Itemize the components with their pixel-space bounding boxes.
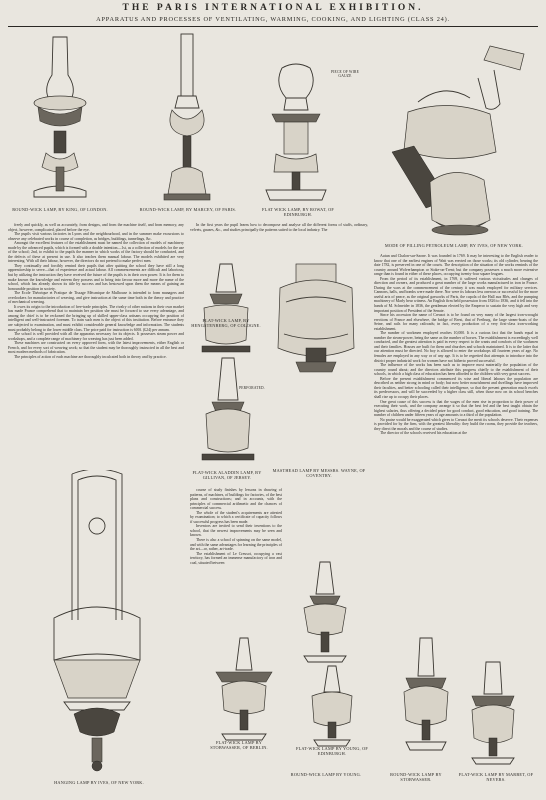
paragraph: Autun and Chalon-sur-Saone. It was founded in 1769. It may be interesting to the English reader to know that one of the earliest engines of Watt was erected on those works; its old cylinder, bearing the date 1782, is preserved in one of the courts. The description of the situation of the works reminds of the country around Wolverhampton or Stoke-on-Trent; but the company possesses a much more extensive range than is found in either of these places, occupying twenty-four square leagues. — [374, 254, 538, 277]
perforated-label: PERFORATED. — [239, 386, 265, 390]
paragraph: The establishment of Le Creusot, occupying a vast territory, has formed an immense manufactory of iron and coal, situated between — [190, 551, 282, 565]
paragraph: It owes its origin to the introduction of free-trade principles. The rivalry of other nations in their own market has made France comprehend that to maintain her position she must be forward to use every advantage, and among the chief is to be reckoned the bringing up of skilled upper-class artisans occupying the position of intelligent and well-instructed foremen. To train such men is the object of this institution. Before entrance they are subjected to examination, and must exhibit considerable general knowledge and information. The students must probably belong to the lower middle class. The price paid for instruction is 600f. (£24) per annum. — [8, 304, 184, 332]
paragraph: Inventors are invited to send their inventions to the school, that the newest improvements may be seen and known. — [190, 524, 282, 538]
paragraph: The influence of the works has been such as to improve most materially the population of the country round about; and the directors attribute this progress chiefly to the establishment of their schools, in which a high class of education has been afforded to the children with very great success. — [374, 363, 538, 377]
caption-young-roundwick: ROUND-WICK LAMP BY YOUNG. — [290, 772, 362, 777]
paragraph: Before the present establishment commenced its wise and liberal labours the population are described as neither strong in mind or body; but now better nourishment and dwellings have improved their faculties, and better schooling called their intelligence, so that the present generation much excels its predecessors, and will be succeeded by a higher class still, when those now on its school benches shall rise up to occupy their places. — [374, 376, 538, 399]
paragraph: Since his accession the name of Creusot is to be found on very many of the largest iron-wrought erections of France and elsewhere, the bridge of Brest, that of Freiburg, the large steam-boats of the Seine, and rails for many railroads; in fact, every production of a very first-class iron-working establishment. — [374, 313, 538, 331]
paragraph: The principles of action of each machine are thoroughly inculcated both in theory and by practice. — [14, 354, 167, 359]
marbet-lamp-illustration — [458, 660, 528, 768]
paragraph: The school is well provided with all the apparatus necessary for its objects. It possesses steam power and workshops, and a complete range of machinery for weaving has just been added. — [8, 332, 184, 341]
stobwasser-roundwick-lamp-illustration — [392, 636, 460, 754]
paragraph: From the period of its establishment, in 1769, it suffered various vicissitudes and changes of direction and owners, and produced a great number of the large works manufactured in iron in France. During the wars at the commencement of the century it was much employed for military services. Cannons, balls, and bombs were made there. Nor were its labours less onerous or successful for the more useful arts of peace, as the original gasworks of Paris, the cupola of the Hall aux Blés, and the pumping machinery of Marly bear witness. An English firm held possession from 1826 to 1836, and it fell into the hands of M. Schneider in 1836, the gentleman elected by the Emperor to sustain the very high and very important position of President of the Senate. — [374, 276, 538, 313]
caption-stobwasser-berlin: FLAT-WICK LAMP BY STOBWASSER, OF BERLIN. — [210, 740, 268, 751]
paragraph: No praise would be exaggerated which gives to Creusot the merit its schools deserve. Their expenses is provided for by the firm, with the greatest liberality: they build the rooms, they provide the teachers, they direct the morals and the course of studies. — [374, 417, 538, 431]
aladdin-lamp-illustration — [196, 356, 260, 466]
wire-gauze-label: PIECE OF WIRE GAUZE — [330, 70, 360, 79]
stobwasser-flat-lamp-illustration — [290, 560, 360, 664]
column-3-text — [374, 254, 538, 631]
section-subtitle: APPARATUS AND PROCESSES OF VENTILATING, WARMING, COOKING, AND LIGHTING (CLASS 24). — [96, 16, 450, 23]
paragraph: The Ecole Théorique et Pratique de Tissage Mécanique de Mulhouse is intended to form managers and overlookers for manufactories of weaving, and give instruction at the same time both in the theory and practice of mechanical weaving. — [8, 291, 184, 305]
masthead-title: THE PARIS INTERNATIONAL EXHIBITION. — [122, 3, 424, 13]
stobwasser-berlin-lamp-illustration — [204, 636, 284, 742]
paragraph: There is also a school of spinning on the same model, and with the same advantages for learning the principles of the art—or, rather, art-trade. — [190, 538, 282, 552]
paragraph: They continually and forcibly remind their pupils that after quitting the school they have still a long apprenticeship to serve—that of experience and actual labour. All commencements are difficult and laborious; but by utilizing the instruction they have received the future of the pupils is in their own power. It is for them to make known the knowledge and esteem they possess and to bring into favour more and more the name of the school, which has already shown its title by success and has bestowed upon them the means of gaining an honourable position in society. — [8, 263, 184, 291]
paragraph: These machines are constructed on every approved form, with the latest improvements, either English or French, and for every sort of weaving work; so that the student may be thoroughly instructed in all the best and most modern methods of fabrication. — [8, 341, 184, 355]
paragraph: Amongst the excellent features of the establishment must be named the collection of models of machinery made by the advanced pupils, which is formed with a double intention—1st, as a collection of models for the use of the school; 2nd, to exhibit to the pupils the manner in which works of the factory should be conducted, and the defects of these at present in use. It also teaches them manual labour. The models exhibited are very interesting. With all their labour, however, the directors do not pretend to make perfect men. — [8, 241, 184, 264]
king-lamp-illustration — [20, 35, 100, 205]
caption-marcey: ROUND-WICK LAMP, BY MARCEY, OF PARIS. — [139, 207, 237, 212]
rowat-lamp-illustration — [262, 62, 330, 210]
column-1-text — [8, 223, 184, 457]
column-2-top-text — [190, 223, 368, 249]
hengstenberg-lamp-illustration — [196, 262, 256, 358]
marcey-lamp-illustration — [150, 32, 224, 208]
caption-aladdin: FLAT-WICK ALADDIN LAMP, BY GILLIVAN, OF JERSEY. — [192, 470, 262, 481]
header-rule — [8, 26, 538, 27]
caption-hengstenberg: FLAT-WICK LAMP, BY HENGSTENBERG, OF COLOGNE. — [191, 318, 261, 329]
paragraph: The pupils visit various factories in Lyons and the neighbourhood, and in the summer make excursions to observe any celebrated works in course of completion, as bridges, buildings, tunnelings, &c. — [8, 232, 184, 241]
caption-hanging: HANGING LAMP BY IVES, OF NEW YORK. — [54, 780, 144, 785]
caption-young-edinburgh: FLAT-WICK LAMP BY YOUNG, OF EDINBURGH. — [296, 746, 368, 757]
caption-marbet: FLAT-WICK LAMP BY MARBET, OF NEVERS. — [458, 772, 534, 783]
paragraph: course of study finishes by lessons in drawing of patterns, of machines, of buildings for factories, of the best plans and constructions; and in accounts, with the principles of commercial arithmetic and the chances of commercial success. — [190, 488, 282, 511]
caption-king: ROUND-WICK LAMP, BY KING, OF LONDON. — [12, 207, 108, 212]
caption-ives-filling: MODE OF FILLING PETROLEUM LAMP, BY IVES, OF NEW YORK. — [384, 243, 524, 248]
paragraph: One great cause of this success is that the wages of the men rise in proportion to their power of executing their work, and the company arrange it so that the best fed and the best taught obtain the highest salaries, thus offering a decided prize for good conduct, good education, and good training. The number of children under fifteen years of age amounts to a third of the population. — [374, 399, 538, 418]
paragraph: freely and quickly, as well as accurately, from designs, and from the machine itself, and from memory, any object, however, complicated, placed before the eye. — [8, 223, 184, 232]
caption-rowat: FLAT WICK LAMP, BY ROWAT, OF EDINBURGH. — [262, 207, 334, 218]
paragraph: In the first years the pupil learns how to decompose and analyse all the different forms of stuffs, ordinary, velvets, gauzes, &c., and studies principally the patterns suited to the local industry. The — [190, 223, 368, 232]
paragraph: The number of workmen employed reaches 10,000. It is a curious fact that the hands equal in number the steam-power, being the same as the number of horses. The establishment is exceedingly well conducted, and the greatest attention is paid in every respect to the wants and comforts of the workmen and their families. Houses are built for them and churches and schools maintained. It is to the latter that our attention must be directed. No boy is allowed to enter the workshops till fourteen years of age. No females are employed in any way or of any age. It is to be regretted that attempts to introduce into the district proper industrial work for women have not hitherto proved successful. — [374, 331, 538, 363]
paragraph: The director of the schools received his education at the — [380, 431, 467, 436]
hanging-lamp-illustration — [34, 470, 160, 776]
column-2-lower-text — [190, 488, 282, 630]
young-edinburgh-lamp-illustration — [300, 664, 364, 750]
caption-masthead: MASTHEAD LAMP BY MESSRS. WAYNE, OF COVENTRY. — [272, 468, 366, 479]
paragraph: The whole of the student's acquirements are attested by examination; to which a certificate of capacity follows if successful progress has been made. — [190, 510, 282, 524]
caption-stobwasser-roundwick: ROUND-WICK LAMP BY STOBWASSER. — [390, 772, 442, 783]
ives-filling-illustration — [374, 42, 534, 242]
wayne-masthead-lamp-illustration — [266, 262, 366, 376]
